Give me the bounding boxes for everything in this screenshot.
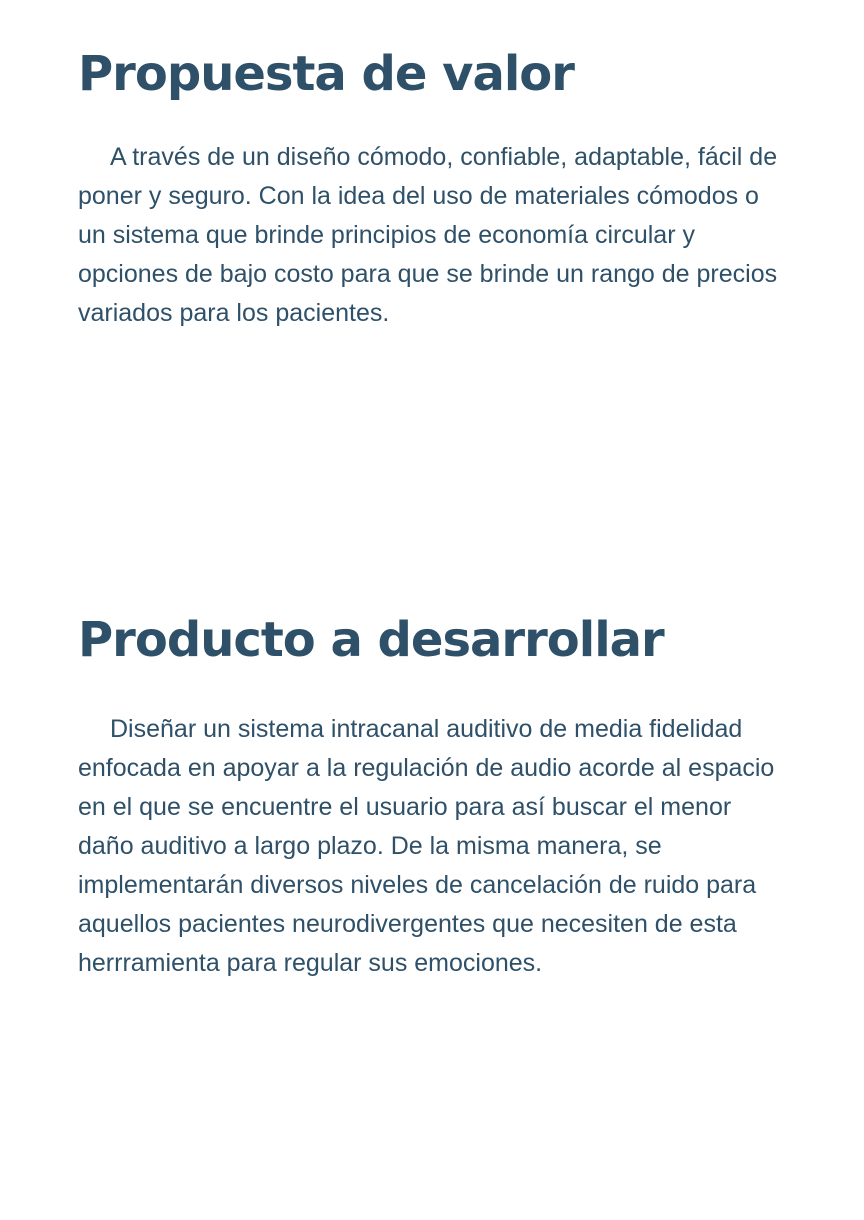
section-title-propuesta-de-valor: Propuesta de valor <box>78 46 574 102</box>
section-body-propuesta-de-valor: A través de un diseño cómodo, confiable, adaptable, fácil de poner y seguro. Con la idea del uso de materiales cómodos o un sistema que brinde principios de economía circular y opciones de bajo costo para que se brinde un rango de precios variados para los pacientes. <box>78 143 778 327</box>
section-title-producto-a-desarrollar: Producto a desarrollar <box>78 612 664 668</box>
section-body-producto-a-desarrollar: Diseñar un sistema intracanal auditivo de media fidelidad enfocada en apoyar a la regulación de audio acorde al espacio en el que se encuentre el usuario para así buscar el menor daño auditivo a largo plazo. De la misma manera, se implementarán diversos niveles de cancelación de ruido para aquellos pacientes neurodivergentes que necesiten de esta herrramienta para regular sus emociones. <box>78 715 775 977</box>
